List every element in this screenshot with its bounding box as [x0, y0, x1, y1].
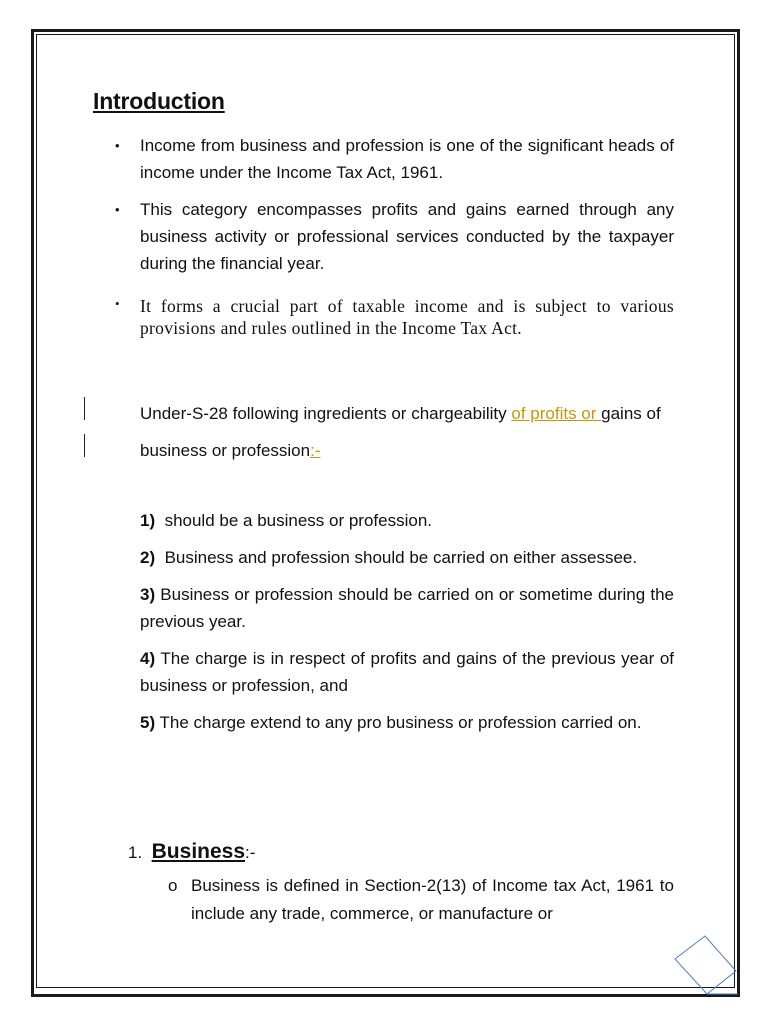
ingredient-item: [140, 709, 674, 736]
revision-mark: [84, 434, 85, 457]
bullet-text: It forms a crucial part of taxable income and is subject to various provisions and rules outlined in the Income Tax Act.: [140, 296, 674, 338]
ingredient-number: 4): [140, 649, 156, 668]
business-title: Business: [151, 840, 246, 863]
ingredient-number: 5): [140, 713, 156, 732]
ingredient-text: The charge extend to any pro business or profession carried on.: [155, 713, 642, 732]
ingredient-text: Business and profession should be carried on either assessee.: [155, 548, 638, 567]
tracked-change-text: of profits or: [511, 404, 602, 423]
business-heading: [128, 840, 255, 864]
bullet-icon: •: [115, 202, 120, 217]
bullet-text: This category encompasses profits and gains earned through any business activity or professional services conducted by the taxpayer during the financial year.: [140, 200, 674, 273]
list-number: 1.: [128, 843, 143, 862]
bullet-item: [100, 295, 674, 339]
ingredient-item: [140, 544, 674, 571]
bullet-icon: •: [115, 296, 120, 311]
ingredient-number: 1): [140, 511, 156, 530]
business-definition-text: Business is defined in Section-2(13) of Income tax Act, 1961 to include any trade, commerce, or manufacture or: [191, 876, 674, 923]
section-text: gains of business or profession: [140, 404, 661, 460]
heading-suffix: :-: [245, 843, 256, 862]
bullet-icon: •: [115, 138, 120, 153]
tracked-change-text: :-: [310, 441, 321, 460]
sub-bullet-icon: o: [168, 876, 178, 895]
bullet-item: [100, 196, 674, 277]
ingredient-item: [140, 507, 674, 534]
ingredient-number: 3): [140, 585, 156, 604]
ingredients-list: [140, 507, 679, 746]
page-fold-icon: [672, 934, 742, 1000]
revision-mark: [84, 397, 85, 420]
page-title: Introduction: [93, 88, 225, 114]
ingredient-item: [140, 645, 679, 699]
ingredient-number: 2): [140, 548, 156, 567]
ingredient-text: should be a business or profession.: [155, 511, 433, 530]
section-text: Under-S-28 following ingredients or chargeability: [140, 404, 512, 423]
ingredient-text: The charge is in respect of profits and gains of the previous year of business or profession, and: [140, 649, 679, 695]
intro-bullet-list: [100, 132, 674, 349]
ingredient-text: Business or profession should be carried on or sometime during the previous year.: [140, 585, 679, 631]
bullet-item: [100, 132, 674, 186]
bullet-text: Income from business and profession is one of the significant heads of income under the Income Tax Act, 1961.: [140, 136, 674, 182]
business-definition: [168, 872, 674, 928]
section-28-intro: [140, 395, 680, 469]
ingredient-item: [140, 581, 679, 635]
